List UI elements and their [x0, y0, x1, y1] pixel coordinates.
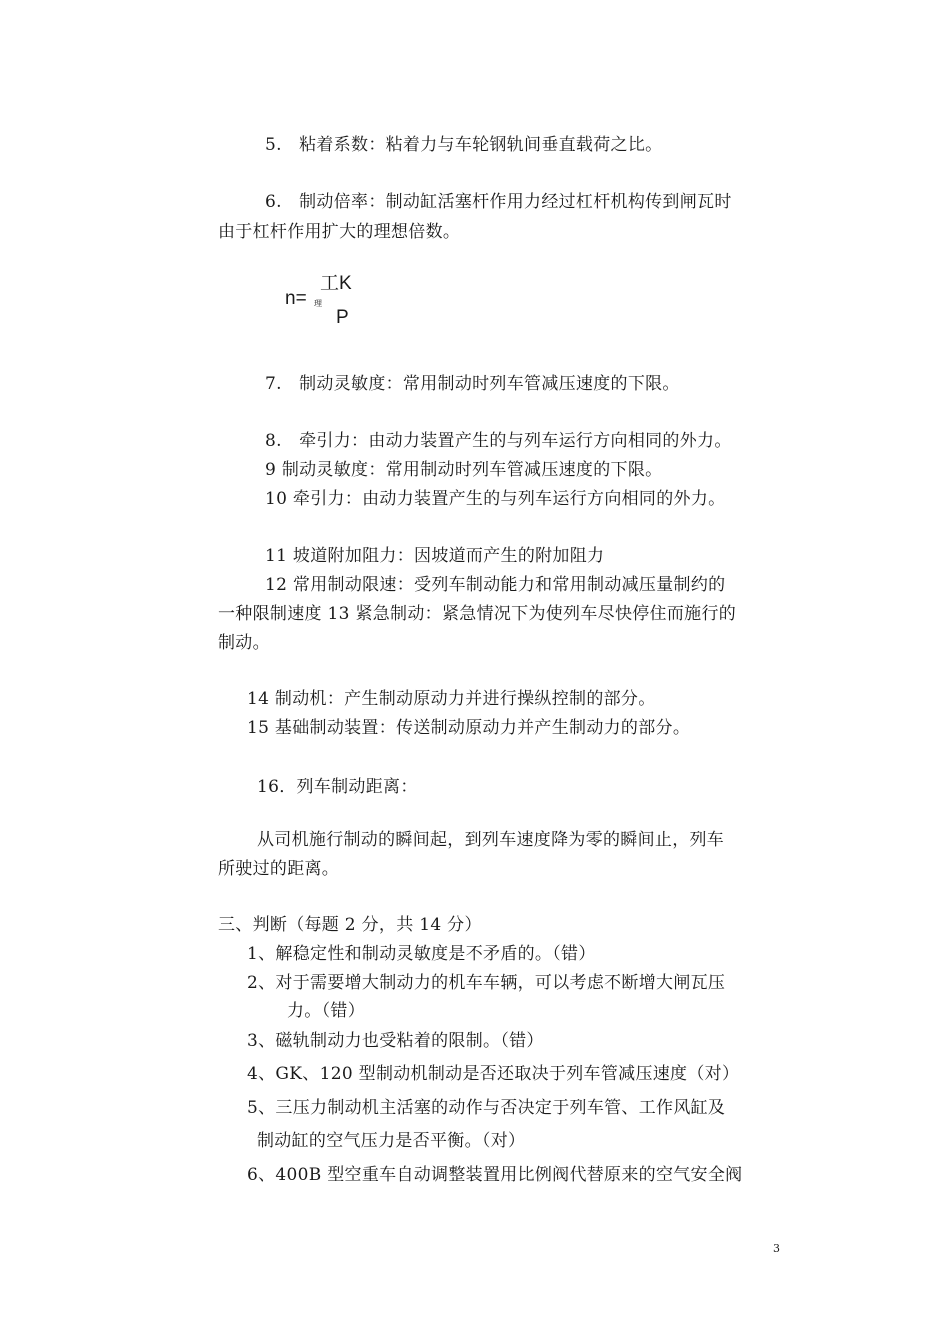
line-19: 2、对于需要增大制动力的机车车辆，可以考虑不断增大闸瓦压	[247, 973, 726, 993]
line-18: 1、解稳定性和制动灵敏度是不矛盾的。（错）	[247, 944, 596, 964]
formula-denominator: P	[336, 307, 349, 328]
page-number: 3	[773, 1242, 780, 1255]
line-11: 制动。	[218, 633, 270, 653]
line-2: 6. 制动倍率：制动缸活塞杆作用力经过杠杆机构传到闸瓦时	[265, 192, 732, 212]
line-12: 14 制动机：产生制动原动力并进行操纵控制的部分。	[247, 689, 656, 709]
line-6: 9 制动灵敏度：常用制动时列车管减压速度的下限。	[265, 460, 663, 480]
line-8: 11 坡道附加阻力：因坡道而产生的附加阻力	[265, 546, 605, 566]
line-13: 15 基础制动装置：传送制动原动力并产生制动力的部分。	[247, 718, 691, 738]
line-21: 3、磁轨制动力也受粘着的限制。（错）	[247, 1031, 544, 1051]
line-7: 10 牵引力：由动力装置产生的与列车运行方向相同的外力。	[265, 489, 726, 509]
formula-numerator: 工K	[320, 273, 352, 294]
line-3: 由于杠杆作用扩大的理想倍数。	[218, 222, 461, 242]
line-9: 12 常用制动限速：受列车制动能力和常用制动减压量制约的	[265, 575, 726, 595]
formula-lhs: n=	[285, 288, 307, 309]
line-20: 力。（错）	[287, 1001, 365, 1021]
section-heading: 三、判断（每题 2 分，共 14 分）	[218, 915, 482, 935]
line-14: 16．列车制动距离：	[257, 777, 418, 797]
line-16: 所驶过的距离。	[218, 859, 340, 879]
line-23: 5、三压力制动机主活塞的动作与否决定于列车管、工作风缸及	[247, 1098, 726, 1118]
line-1: 5. 粘着系数：粘着力与车轮钢轨间垂直载荷之比。	[265, 135, 663, 155]
line-15: 从司机施行制动的瞬间起，到列车速度降为零的瞬间止，列车	[257, 830, 725, 850]
formula-subscript: 理	[314, 299, 322, 308]
line-22: 4、GK、120 型制动机制动是否还取决于列车管减压速度（对）	[247, 1064, 740, 1084]
line-4: 7. 制动灵敏度：常用制动时列车管减压速度的下限。	[265, 374, 680, 394]
line-10: 一种限制速度 13 紧急制动：紧急情况下为使列车尽快停住而施行的	[218, 604, 737, 624]
line-24: 制动缸的空气压力是否平衡。（对）	[257, 1131, 526, 1151]
line-5: 8. 牵引力：由动力装置产生的与列车运行方向相同的外力。	[265, 431, 732, 451]
line-25: 6、400B 型空重车自动调整装置用比例阀代替原来的空气安全阀	[247, 1165, 743, 1185]
